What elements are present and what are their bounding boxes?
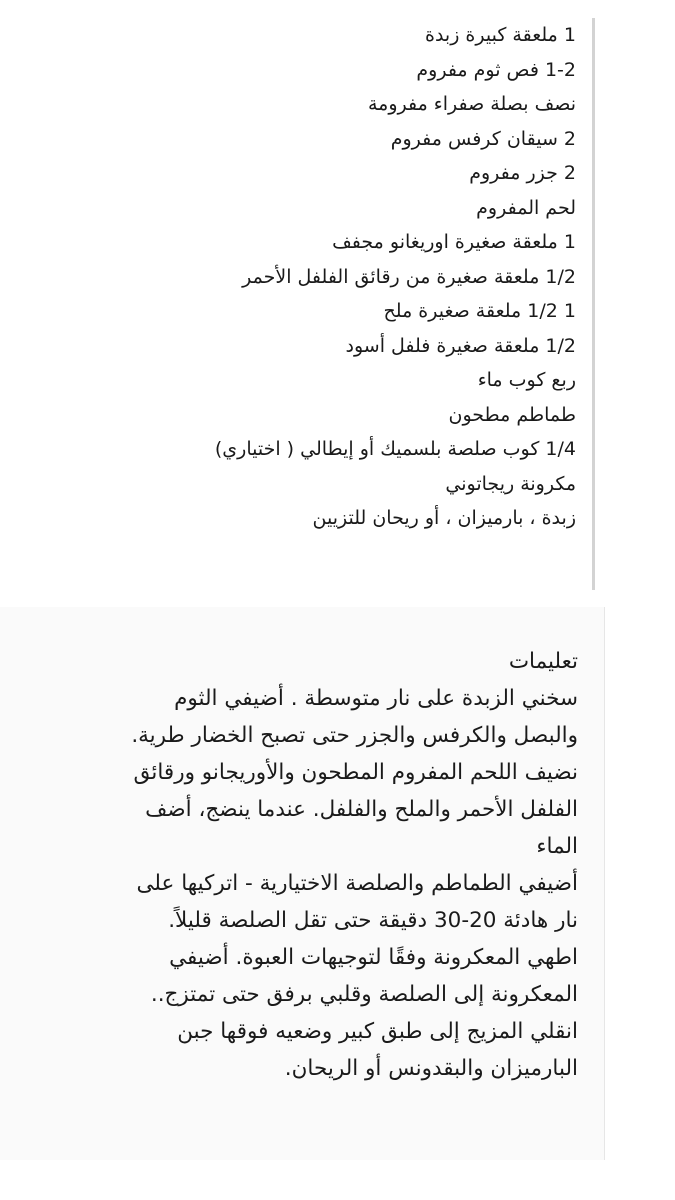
ingredient-item: 1/2 ملعقة صغيرة من رقائق الفلفل الأحمر — [242, 265, 576, 288]
instruction-line: المعكرونة إلى الصلصة وقلبي برفق حتى تمتزج.. — [150, 982, 578, 1007]
ingredient-item: نصف بصلة صفراء مفرومة — [367, 93, 576, 115]
ingredient-item: لحم المفروم — [476, 196, 576, 219]
ingredient-item: 2 جزر مفروم — [469, 162, 576, 184]
instruction-line: سخني الزبدة على نار متوسطة . أضيفي الثوم — [174, 686, 578, 711]
instruction-line: أضيفي الطماطم والصلصة الاختيارية - اتركيها على — [136, 871, 578, 896]
ingredient-item: 1/2 ملعقة صغيرة فلفل أسود — [345, 334, 576, 357]
ingredient-item: 1 1/2 ملعقة صغيرة ملح — [383, 300, 576, 322]
instructions-body — [18, 643, 578, 1087]
instructions-heading: تعليمات — [508, 649, 578, 674]
instruction-line: البارميزان والبقدونس أو الريحان. — [284, 1056, 578, 1081]
instruction-line: اطهي المعكرونة وفقًا لتوجيهات العبوة. أضيفي — [169, 945, 578, 970]
ingredient-item: طماطم مطحون — [448, 403, 576, 426]
instruction-line: والبصل والكرفس والجزر حتى تصبح الخضار طرية. — [131, 723, 578, 748]
ingredient-item: 1-2 فص ثوم مفروم — [416, 58, 576, 81]
instruction-line: الماء — [536, 834, 578, 859]
ingredient-item: 1 ملعقة كبيرة زبدة — [425, 24, 576, 46]
ingredient-item: ربع كوب ماء — [477, 369, 576, 391]
ingredient-item: 2 سيقان كرفس مفروم — [390, 127, 576, 150]
ingredients-list — [75, 18, 595, 590]
instruction-line: نار هادئة 20-30 دقيقة حتى تقل الصلصة قليلاً. — [168, 908, 578, 933]
instruction-line: نضيف اللحم المفروم المطحون والأوريجانو ورقائق — [133, 760, 578, 785]
ingredient-item: 1 ملعقة صغيرة اوريغانو مجفف — [332, 231, 576, 253]
ingredient-item: زبدة ، بارميزان ، أو ريحان للتزيين — [312, 507, 576, 529]
ingredient-item: مكرونة ريجاتوني — [445, 472, 576, 495]
ingredient-item: 1/4 كوب صلصة بلسميك أو إيطالي ( اختياري) — [214, 438, 576, 460]
instruction-line: الفلفل الأحمر والملح والفلفل. عندما ينضج، أضف — [145, 797, 578, 822]
instruction-line: انقلي المزيج إلى طبق كبير وضعيه فوقها جبن — [177, 1019, 578, 1044]
instructions-panel — [0, 607, 605, 1160]
